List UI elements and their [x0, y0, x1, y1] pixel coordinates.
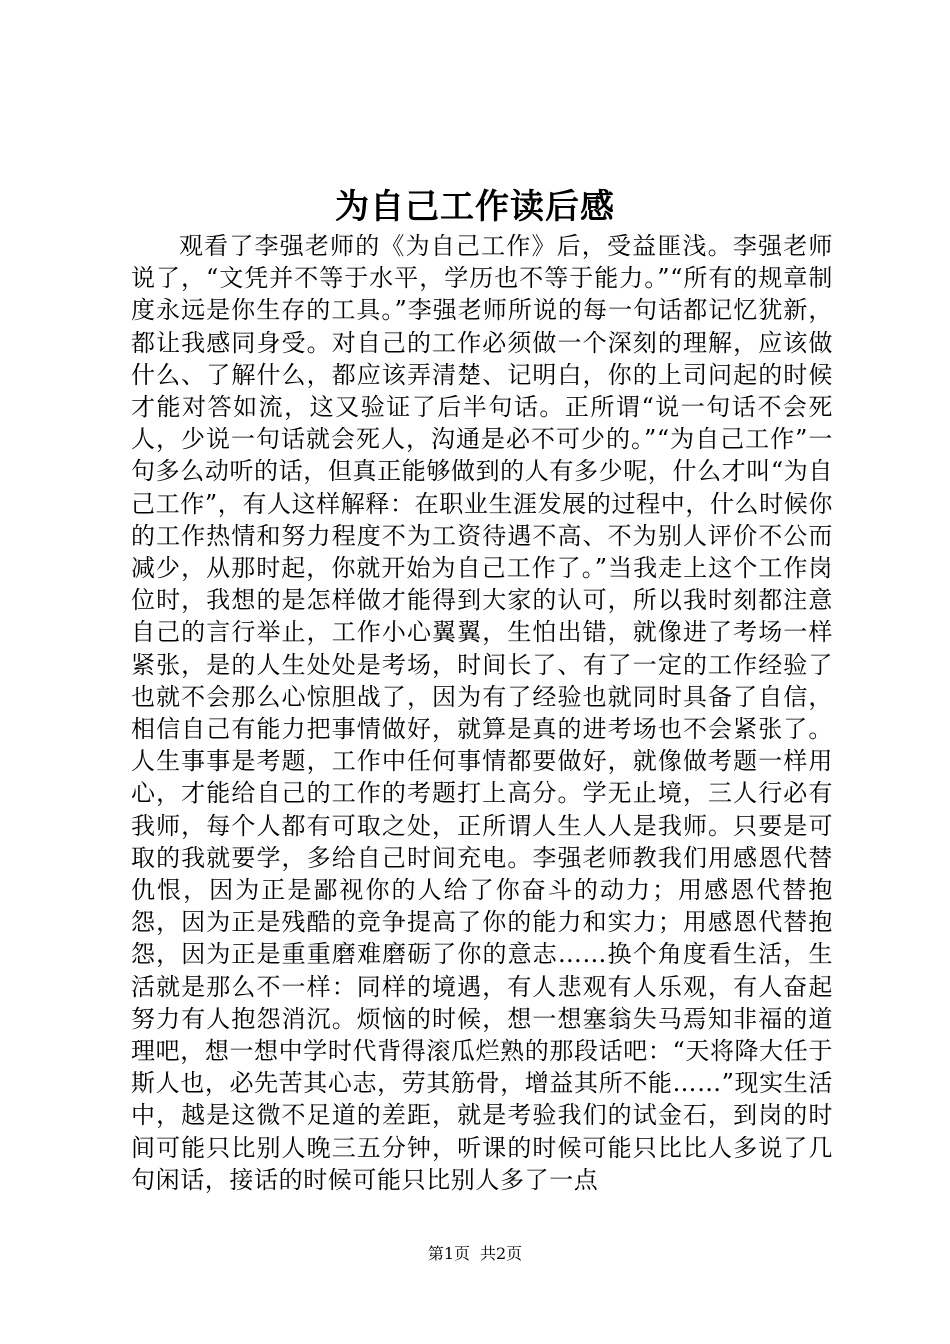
page-number-current: 第1页: [427, 1244, 470, 1263]
page-footer: [0, 1244, 950, 1264]
body-paragraph: 观看了李强老师的《为自己工作》后，受益匪浅。李强老师说了，“文凭并不等于水平，学历也不等于能力。”“所有的规章制度永远是你生存的工具。”李强老师所说的每一句话都记忆犹新，都让我感同身受。对自己的工作必须做一个深刻的理解，应该做什么、了解什么，都应该弄清楚、记明白，你的上司问起的时候才能对答如流，这又验证了后半句话。正所谓“说一句话不会死人，少说一句话就会死人，沟通是必不可少的。”“为自己工作”一句多么动听的话，但真正能够做到的人有多少呢，什么才叫“为自己工作”，有人这样解释：在职业生涯发展的过程中，什么时候你的工作热情和努力程度不为工资待遇不高、不为别人评价不公而减少，从那时起，你就开始为自己工作了。”当我走上这个工作岗位时，我想的是怎样做才能得到大家的认可，所以我时刻都注意自己的言行举止，工作小心翼翼，生怕出错，就像进了考场一样紧张，是的人生处处是考场，时间长了、有了一定的工作经验了也就不会那么心惊胆战了，因为有了经验也就同时具备了自信，相信自己有能力把事情做好，就算是真的进考场也不会紧张了。人生事事是考题，工作中任何事情都要做好，就像做考题一样用心，才能给自己的工作的考题打上高分。学无止境，三人行必有我师，每个人都有可取之处，正所谓人生人人是我师。只要是可取的我就要学，多给自己时间充电。李强老师教我们用感恩代替仇恨，因为正是鄙视你的人给了你奋斗的动力；用感恩代替抱怨，因为正是残酷的竞争提高了你的能力和实力；用感恩代替抱怨，因为正是重重磨难磨砺了你的意志……换个角度看生活，生活就是那么不一样：同样的境遇，有人悲观有人乐观，有人奋起努力有人抱怨消沉。烦恼的时候，想一想塞翁失马焉知非福的道理吧，想一想中学时代背得滚瓜烂熟的那段话吧：“天将降大任于斯人也，必先苦其心志，劳其筋骨，增益其所不能……”现实生活中，越是这微不足道的差距，就是考验我们的试金石，到岗的时间可能只比别人晚三五分钟，听课的时候可能只比比人多说了几句闲话，接话的时候可能只比别人多了一点: [131, 232, 833, 1194]
document-title: 为自己工作读后感: [335, 187, 615, 227]
page-number-total: 共2页: [480, 1244, 523, 1263]
